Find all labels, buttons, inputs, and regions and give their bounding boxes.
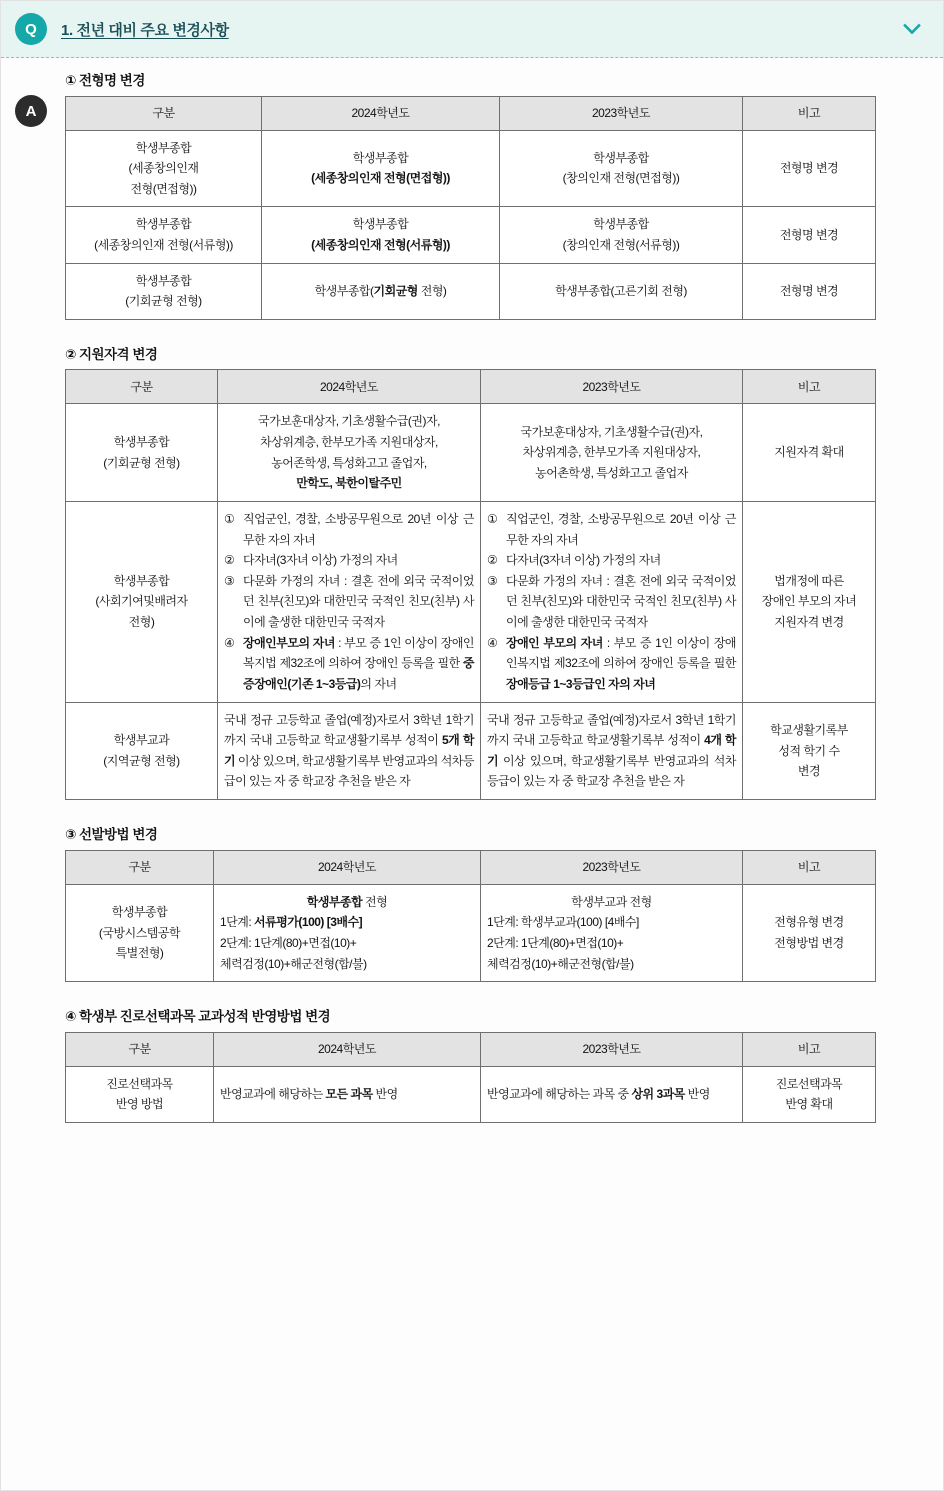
table-header-row bbox=[66, 96, 876, 130]
cell-note: 학교생활기록부 성적 학기 수 변경 bbox=[743, 702, 876, 800]
table-row bbox=[66, 501, 876, 702]
cell-note: 전형명 변경 bbox=[743, 207, 876, 263]
cell-2023: 국가보훈대상자, 기초생활수급(권)자, 차상위계층, 한부모가족 지원대상자, 농어촌학생, 특성화고고 졸업자 bbox=[481, 404, 743, 502]
list-item: ② 다자녀(3자녀 이상) 가정의 자녀 bbox=[487, 553, 661, 568]
col-gubun: 구분 bbox=[66, 96, 262, 130]
table-row bbox=[66, 404, 876, 502]
section-2 bbox=[65, 346, 871, 800]
col-2023: 2023학년도 bbox=[481, 850, 743, 884]
cell-gubun: 학생부종합 (기회균형 전형) bbox=[66, 404, 218, 502]
cell-2024: 국가보훈대상자, 기초생활수급(권)자, 차상위계층, 한부모가족 지원대상자, 농어존학생, 특성화고고 졸업자, 만학도, 북한이탈주민 bbox=[218, 404, 481, 502]
table-header-row bbox=[66, 1032, 876, 1066]
table-row bbox=[66, 884, 876, 982]
eligibility-list-2023 bbox=[487, 509, 736, 695]
cell-note: 법개정에 따른 장애인 부모의 자녀 지원자격 변경 bbox=[743, 501, 876, 702]
col-note: 비고 bbox=[743, 1032, 876, 1066]
cell-gubun: 학생부종합 (국방시스템공학 특별전형) bbox=[66, 884, 214, 982]
cell-note: 전형명 변경 bbox=[743, 130, 876, 207]
section-2-number: ② bbox=[65, 346, 76, 362]
table-row bbox=[66, 263, 876, 319]
section-2-label: 지원자격 변경 bbox=[78, 346, 158, 362]
col-note: 비고 bbox=[743, 370, 876, 404]
col-2023: 2023학년도 bbox=[500, 96, 743, 130]
col-gubun: 구분 bbox=[66, 850, 214, 884]
list-item: ② 다자녀(3자녀 이상) 가정의 자녀 bbox=[224, 553, 398, 568]
cell-note: 전형명 변경 bbox=[743, 263, 876, 319]
cell-2024 bbox=[218, 501, 481, 702]
list-item: ① 직업군인, 경찰, 소방공무원으로 20년 이상 근무한 자의 자녀 bbox=[224, 511, 474, 547]
section-1-number: ① bbox=[65, 73, 76, 88]
table-admission-name-change bbox=[65, 96, 876, 320]
cell-2024: 학생부종합(기회균형 전형) bbox=[262, 263, 500, 319]
eligibility-list-2024 bbox=[224, 509, 474, 695]
section-4 bbox=[65, 1008, 871, 1123]
list-item: ③ 다문화 가정의 자녀 : 결혼 전에 외국 국적이었던 친부(친모)와 대한민국 국적인 친모(친부) 사이에 출생한 대한민국 국적자 bbox=[487, 573, 736, 630]
table-row bbox=[66, 130, 876, 207]
table-row bbox=[66, 1066, 876, 1122]
answer-badge: A bbox=[15, 95, 47, 127]
cell-2023 bbox=[481, 501, 743, 702]
col-gubun: 구분 bbox=[66, 370, 218, 404]
section-3-title bbox=[65, 826, 871, 844]
list-item: ③ 다문화 가정의 자녀 : 결혼 전에 외국 국적이었던 친부(친모)와 대한민국 국적인 친모(친부) 사이에 출생한 대한민국 국적자 bbox=[224, 573, 474, 630]
list-item: ① 직업군인, 경찰, 소방공무원으로 20년 이상 근무한 자의 자녀 bbox=[487, 511, 736, 547]
cell-2023: 학생부종합(고른기회 전형) bbox=[500, 263, 743, 319]
cell-2024: 학생부종합 (세종창의인재 전형(면접형)) bbox=[262, 130, 500, 207]
cell-2024: 학생부종합 전형 1단계: 서류평가(100) [3배수] 2단계: 1단계(80)+면접(10)+ 체력검정(10)+해군전형(합/불) bbox=[214, 884, 481, 982]
col-note: 비고 bbox=[743, 850, 876, 884]
col-2024: 2024학년도 bbox=[218, 370, 481, 404]
cell-2024: 반영교과에 해당하는 모든 과목 반영 bbox=[214, 1066, 481, 1122]
question-badge: Q bbox=[15, 13, 47, 45]
col-2023: 2023학년도 bbox=[481, 370, 743, 404]
section-1-label: 전형명 변경 bbox=[78, 73, 145, 88]
section-4-number: ④ bbox=[65, 1009, 76, 1025]
section-3-label: 선발방법 변경 bbox=[78, 827, 158, 843]
section-3-number: ③ bbox=[65, 827, 76, 843]
table-row bbox=[66, 702, 876, 800]
col-2023: 2023학년도 bbox=[481, 1032, 743, 1066]
table-eligibility-change bbox=[65, 369, 876, 800]
section-2-title bbox=[65, 346, 871, 364]
cell-note: 전형유형 변경 전형방법 변경 bbox=[743, 884, 876, 982]
answer-content bbox=[1, 58, 943, 1147]
cell-gubun: 학생부종합 (사회기여및배려자 전형) bbox=[66, 501, 218, 702]
cell-note: 지원자격 확대 bbox=[743, 404, 876, 502]
table-selection-method-change bbox=[65, 850, 876, 983]
cell-2024: 학생부종합 (세종창의인재 전형(서류형)) bbox=[262, 207, 500, 263]
table-header-row bbox=[66, 370, 876, 404]
section-4-label: 학생부 진로선택과목 교과성적 반영방법 변경 bbox=[78, 1009, 331, 1025]
cell-2023: 학생부교과 전형 1단계: 학생부교과(100) [4배수] 2단계: 1단계(80)+면접(10)+ 체력검정(10)+해군전형(합/불) bbox=[481, 884, 743, 982]
cell-gubun: 학생부종합 (세종창의인재 전형(서류형)) bbox=[66, 207, 262, 263]
cell-2024: 국내 정규 고등학교 졸업(예정)자로서 3학년 1학기까지 국내 고등학교 학교생활기록부 성적이 5개 학기 이상 있으며, 학교생활기록부 반영교과의 석차등급이 있는 자 중 학교장 추천을 받은 자 bbox=[218, 702, 481, 800]
cell-gubun: 학생부종합 (기회균형 전형) bbox=[66, 263, 262, 319]
list-item: ④ 장애인 부모의 자녀 : 부모 증 1인 이상이 장애인복지법 제32조에 의하여 장애인 등록을 필한 장애등급 1~3등급인 자의 자녀 bbox=[487, 635, 736, 691]
section-1-title bbox=[65, 72, 871, 90]
cell-gubun: 진로선택과목 반영 방법 bbox=[66, 1066, 214, 1122]
cell-2023: 국내 정규 고등학교 졸업(예정)자로서 3학년 1학기까지 국내 고등학교 학교생활기록부 성적이 4개 학기 이상 있으며, 학교생활기록부 반영교과의 석차등급이 있는 자 중 학교장 추천을 받은 자 bbox=[481, 702, 743, 800]
col-2024: 2024학년도 bbox=[214, 1032, 481, 1066]
cell-2023: 학생부종합 (창의인재 전형(서류형)) bbox=[500, 207, 743, 263]
list-item: ④ 장애인부모의 자녀 : 부모 증 1인 이상이 장애인복지법 제32조에 의하여 장애인 등록을 필한 중증장애인(기존 1~3등급)의 자녀 bbox=[224, 635, 474, 691]
chevron-down-icon[interactable] bbox=[899, 16, 925, 42]
cell-gubun: 학생부교과 (지역균형 전형) bbox=[66, 702, 218, 800]
col-2024: 2024학년도 bbox=[262, 96, 500, 130]
section-4-title bbox=[65, 1008, 871, 1026]
question-header[interactable] bbox=[1, 1, 943, 58]
cell-note: 진로선택과목 반영 확대 bbox=[743, 1066, 876, 1122]
table-header-row bbox=[66, 850, 876, 884]
section-1 bbox=[65, 72, 871, 320]
cell-2023: 반영교과에 해당하는 과목 중 상위 3과목 반영 bbox=[481, 1066, 743, 1122]
table-row bbox=[66, 207, 876, 263]
cell-2023: 학생부종합 (창의인재 전형(면접형)) bbox=[500, 130, 743, 207]
question-title[interactable]: 1. 전년 대비 주요 변경사항 bbox=[61, 21, 229, 39]
col-2024: 2024학년도 bbox=[214, 850, 481, 884]
cell-gubun: 학생부종합 (세종창의인재 전형(면접형)) bbox=[66, 130, 262, 207]
table-elective-subject-change bbox=[65, 1032, 876, 1123]
col-gubun: 구분 bbox=[66, 1032, 214, 1066]
col-note: 비고 bbox=[743, 96, 876, 130]
section-3 bbox=[65, 826, 871, 982]
